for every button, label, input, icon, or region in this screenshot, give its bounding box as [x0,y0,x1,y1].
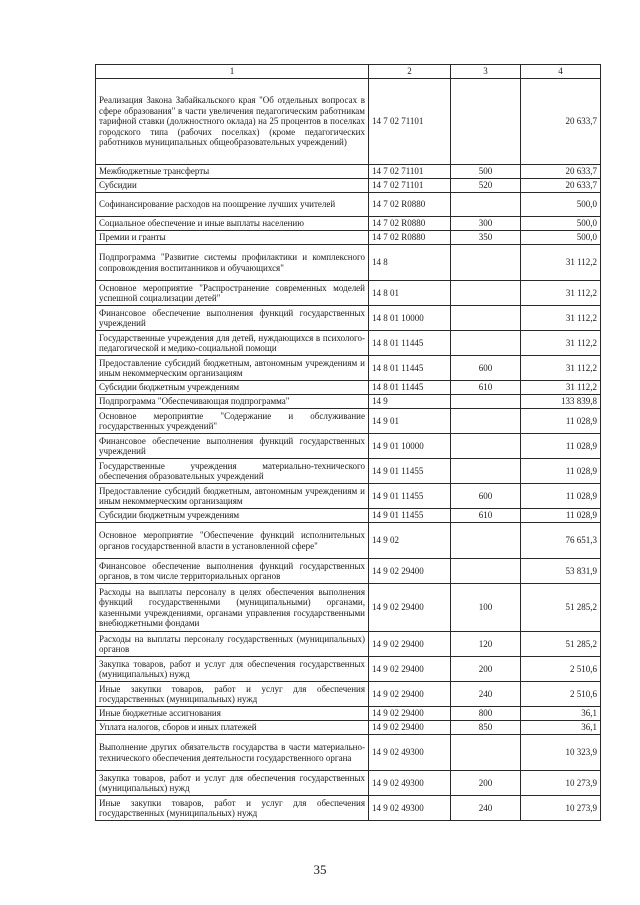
table-row [96,584,601,632]
row-amount: 11 028,9 [521,484,601,509]
row-kind [451,395,521,409]
row-amount: 36,1 [521,721,601,735]
row-amount: 2 510,6 [521,657,601,682]
row-code: 14 8 01 10000 [369,306,451,331]
row-kind [451,409,521,434]
row-code: 14 7 02 R0880 [369,193,451,217]
table-row [96,281,601,306]
table-row [96,559,601,584]
row-code: 14 8 01 11445 [369,381,451,395]
row-amount: 31 112,2 [521,281,601,306]
row-name: Основное мероприятие "Содержание и обслуживание государственных учреждений" [96,409,369,434]
row-name: Социальное обеспечение и иные выплаты населению [96,217,369,231]
row-kind [451,193,521,217]
row-code: 14 9 01 11455 [369,484,451,509]
table-row [96,409,601,434]
row-code: 14 8 01 [369,281,451,306]
row-amount: 53 831,9 [521,559,601,584]
row-name: Межбюджетные трансферты [96,165,369,179]
row-amount: 2 510,6 [521,682,601,707]
row-name: Иные закупки товаров, работ и услуг для обеспечения государственных (муниципальных) нужд [96,682,369,707]
row-amount: 500,0 [521,193,601,217]
row-kind: 600 [451,356,521,381]
row-amount: 500,0 [521,231,601,245]
column-header-kind: 3 [451,65,521,79]
table-row [96,356,601,381]
page-number: 35 [313,862,327,877]
row-code: 14 9 02 49300 [369,771,451,796]
row-kind [451,79,521,165]
row-name: Реализация Закона Забайкальского края "Об отдельных вопросах в сфере образования" в части увеличения педагогическим работникам тарифной ставки (должностного оклада) на 25 процентов в поселках городского типа (рабочих поселках) (кроме педагогических работников муниципальных общеобразовательных учреждений) [96,79,369,165]
row-amount: 11 028,9 [521,409,601,434]
row-amount: 133 839,8 [521,395,601,409]
row-name: Основное мероприятие "Обеспечение функций исполнительных органов государственной власти в установленной сфере" [96,523,369,559]
row-kind: 240 [451,796,521,821]
table-row [96,231,601,245]
row-code: 14 7 02 71101 [369,179,451,193]
row-name: Софинансирование расходов на поощрение лучших учителей [96,193,369,217]
row-code: 14 7 02 R0880 [369,217,451,231]
row-code: 14 9 02 29400 [369,707,451,721]
table-row [96,721,601,735]
row-kind: 200 [451,657,521,682]
row-code: 14 9 02 29400 [369,584,451,632]
row-name: Финансовое обеспечение выполнения функций государственных органов, в том числе территориальных органов [96,559,369,584]
row-kind: 120 [451,632,521,657]
row-kind [451,245,521,281]
table-row [96,165,601,179]
row-kind: 610 [451,381,521,395]
row-amount: 10 273,9 [521,796,601,821]
column-header-code: 2 [369,65,451,79]
row-code: 14 9 02 29400 [369,721,451,735]
row-kind: 600 [451,484,521,509]
row-kind [451,306,521,331]
table-row [96,682,601,707]
row-kind [451,559,521,584]
row-name: Премии и гранты [96,231,369,245]
table-row [96,771,601,796]
row-amount: 31 112,2 [521,331,601,356]
row-name: Финансовое обеспечение выполнения функций государственных учреждений [96,306,369,331]
row-kind [451,523,521,559]
row-kind [451,735,521,771]
row-code: 14 9 01 11455 [369,509,451,523]
row-kind: 100 [451,584,521,632]
row-code: 14 9 01 10000 [369,434,451,459]
row-kind [451,434,521,459]
row-name: Основное мероприятие "Распространение современных моделей успешной социализации детей" [96,281,369,306]
row-name: Закупка товаров, работ и услуг для обеспечения государственных (муниципальных) нужд [96,771,369,796]
row-name: Подпрограмма "Обеспечивающая подпрограмма" [96,395,369,409]
row-kind [451,459,521,484]
table-row [96,484,601,509]
row-name: Финансовое обеспечение выполнения функций государственных учреждений [96,434,369,459]
row-kind: 850 [451,721,521,735]
row-amount: 10 323,9 [521,735,601,771]
column-header-amount: 4 [521,65,601,79]
table-row [96,179,601,193]
table-row [96,193,601,217]
row-kind: 520 [451,179,521,193]
table-row [96,79,601,165]
row-amount: 31 112,2 [521,356,601,381]
row-amount: 31 112,2 [521,381,601,395]
row-name: Расходы на выплаты персоналу в целях обеспечения выполнения функций государственными (муниципальными) органами, казенными учреждениями, органами управления государственными внебюджетными фондами [96,584,369,632]
row-name: Предоставление субсидий бюджетным, автономным учреждениям и иным некоммерческим организациям [96,484,369,509]
row-code: 14 9 02 29400 [369,682,451,707]
row-amount: 500,0 [521,217,601,231]
row-amount: 51 285,2 [521,632,601,657]
row-kind: 240 [451,682,521,707]
row-name: Уплата налогов, сборов и иных платежей [96,721,369,735]
row-code: 14 8 01 11445 [369,331,451,356]
row-code: 14 8 [369,245,451,281]
row-code: 14 7 02 71101 [369,165,451,179]
row-code: 14 9 [369,395,451,409]
row-amount: 51 285,2 [521,584,601,632]
row-amount: 31 112,2 [521,245,601,281]
table-row [96,381,601,395]
table-row [96,395,601,409]
budget-table [95,64,601,821]
row-code: 14 9 01 11455 [369,459,451,484]
row-code: 14 9 02 49300 [369,796,451,821]
row-kind [451,331,521,356]
row-name: Закупка товаров, работ и услуг для обеспечения государственных (муниципальных) нужд [96,657,369,682]
row-code: 14 9 02 29400 [369,632,451,657]
row-code: 14 7 02 71101 [369,79,451,165]
row-amount: 31 112,2 [521,306,601,331]
table-row [96,306,601,331]
row-name: Иные закупки товаров, работ и услуг для обеспечения государственных (муниципальных) нужд [96,796,369,821]
row-amount: 20 633,7 [521,79,601,165]
row-code: 14 9 02 29400 [369,657,451,682]
table-row [96,735,601,771]
table-header-row [96,65,601,79]
row-name: Расходы на выплаты персоналу государственных (муниципальных) органов [96,632,369,657]
row-name: Субсидии бюджетным учреждениям [96,381,369,395]
table-row [96,523,601,559]
row-name: Предоставление субсидий бюджетным, автономным учреждениям и иным некоммерческим организациям [96,356,369,381]
row-name: Субсидии бюджетным учреждениям [96,509,369,523]
row-name: Иные бюджетные ассигнования [96,707,369,721]
row-kind: 200 [451,771,521,796]
row-code: 14 8 01 11445 [369,356,451,381]
table-row [96,657,601,682]
row-name: Выполнение других обязательств государства в части материально-технического обеспечения деятельности государственного органа [96,735,369,771]
row-amount: 20 633,7 [521,165,601,179]
row-amount: 10 273,9 [521,771,601,796]
row-kind: 300 [451,217,521,231]
table-row [96,632,601,657]
table-row [96,459,601,484]
table-row [96,509,601,523]
row-name: Субсидии [96,179,369,193]
row-name: Государственные учреждения материально-технического обеспечения образовательных учреждений [96,459,369,484]
row-amount: 11 028,9 [521,459,601,484]
table-row [96,245,601,281]
row-kind: 800 [451,707,521,721]
row-kind: 610 [451,509,521,523]
row-name: Подпрограмма "Развитие системы профилактики и комплексного сопровождения воспитанников и обучающихся" [96,245,369,281]
table-row [96,331,601,356]
row-name: Государственные учреждения для детей, нуждающихся в психолого-педагогической и медико-социальной помощи [96,331,369,356]
row-kind: 500 [451,165,521,179]
table-row [96,707,601,721]
row-amount: 36,1 [521,707,601,721]
table-row [96,796,601,821]
row-code: 14 9 02 29400 [369,559,451,584]
row-amount: 76 651,3 [521,523,601,559]
row-amount: 11 028,9 [521,434,601,459]
table-row [96,434,601,459]
row-code: 14 9 01 [369,409,451,434]
row-code: 14 7 02 R0880 [369,231,451,245]
row-amount: 11 028,9 [521,509,601,523]
row-amount: 20 633,7 [521,179,601,193]
row-kind [451,281,521,306]
row-code: 14 9 02 49300 [369,735,451,771]
table-row [96,217,601,231]
row-code: 14 9 02 [369,523,451,559]
table-body [96,79,601,821]
row-kind: 350 [451,231,521,245]
column-header-name: 1 [96,65,369,79]
